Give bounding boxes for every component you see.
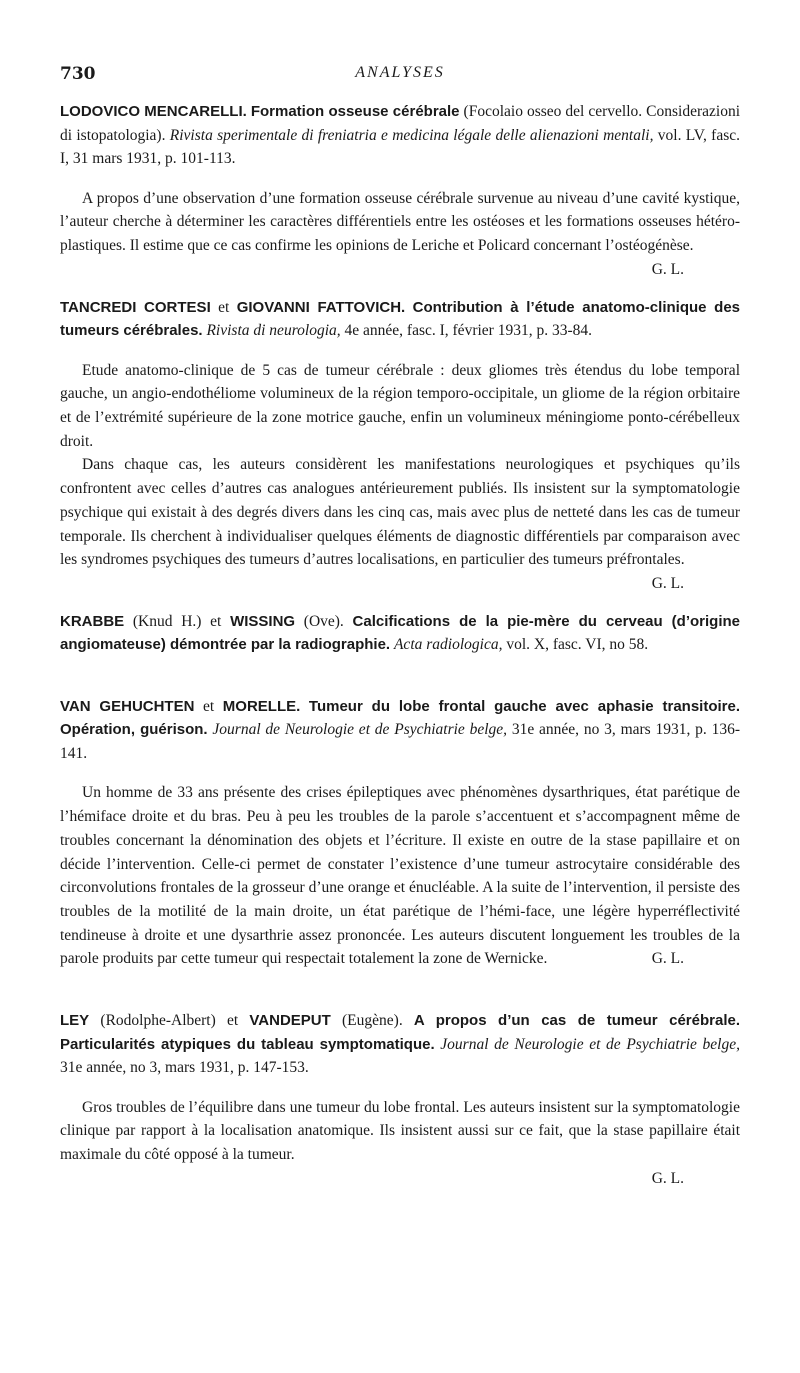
reviewer-signature: G. L.: [651, 260, 684, 278]
author-firstname: (Rodolphe-Albert): [89, 1012, 227, 1030]
paragraph-text: A propos d’une observation d’une formation osseuse cérébrale survenue au niveau d’une cavité kystique, l’auteur cherche à déterminer les caractères différentiels entre les ostéoses et les formations osseuses hétéro-plastiques. Il estime que ce cas confirme les opinions de Leriche et Policard concernant l’ostéogénèse.: [60, 189, 740, 254]
running-title: ANALYSES: [355, 64, 445, 81]
author-joiner: et: [194, 697, 223, 715]
author-joiner: et: [210, 298, 237, 316]
article-title: A propos d’un cas de tumeur cérébrale. Particularités atypiques du tableau symptomatique.: [60, 1012, 740, 1053]
authors: LEY: [60, 1012, 90, 1030]
citation-details: vol. LV, fasc. I, 31 mars 1931, p. 101-113.: [60, 126, 741, 167]
review-paragraph: Gros troubles de l’équilibre dans une tumeur du lobe frontal. Les auteurs insistent sur la symptomatologie clinique par rapport à la localisation anatomique. Ils insistent aussi sur ce fait, que la stase papillaire était maximale du côté opposé à la tumeur.: [60, 1098, 740, 1163]
review-paragraph: [60, 453, 740, 592]
citation: [60, 610, 740, 657]
journal-name: Acta radiologica,: [393, 636, 503, 654]
review-entry-ley: [60, 1009, 740, 1190]
reviewer-signature: G. L.: [651, 574, 684, 592]
citation: [60, 296, 740, 343]
page-header: [60, 64, 740, 92]
authors: LODOVICO MENCARELLI.: [60, 103, 247, 120]
citation-details: 31e année, no 3, mars 1931, p. 136-141.: [60, 721, 740, 762]
paragraph-text: Un homme de 33 ans présente des crises épileptiques avec phénomènes dysarthriques, état parétique de l’hémiface droite et du bras. Peu à peu les troubles de la parole s’accentuent et s’accompagnent même de troubles concernant la dénomination des objets et l’écriture. Il existe en outre de la stase papillaire et on décide l’intervention. Celle-ci permet de constater l’existence d’une tumeur astrocytaire considérable des circonvolutions frontales de la grosseur d’une orange et énucléable. A la suite de l’intervention, il persiste des troubles de la motilité de la main droite, un état parétique de l’hémi-face, une légère hyperréflectivité tendineuse à droite et une dysarthrie assez prononcée. Les auteurs discutent longuement les troubles de la parole produits par cette tumeur qui respectait totalement la zone de Wernicke.: [60, 784, 740, 968]
review-paragraph: [60, 187, 740, 278]
article-title: Calcifications de la pie-mère du cerveau (d’origine angiomateuse) démontrée par la radiographie.: [60, 612, 740, 654]
article-title: Tumeur du lobe frontal gauche avec aphasie transitoire. Opération, guérison.: [60, 697, 741, 739]
reviewer-signature: G. L.: [651, 950, 684, 968]
author-firstname-second: (Eugène).: [330, 1012, 414, 1030]
reviewer-signature: G. L.: [651, 1169, 684, 1187]
page: [60, 64, 740, 1190]
journal-name: Rivista di neurologia,: [206, 322, 341, 340]
authors: KRABBE: [60, 612, 125, 630]
review-paragraph: Etude anatomo-clinique de 5 cas de tumeur cérébrale : deux gliomes très étendus du lobe temporal gauche, un angio-endothéliome volumineux de la région temporo-occipitale, un gliome de la région orbitaire et de l’extrémité supérieure de la zone motrice gauche, enfin un volumineux méningiome ponto-cérébelleux droit.: [60, 361, 740, 450]
journal-name: Rivista sperimentale di freniatria e medicina légale delle alienazioni mentali,: [169, 126, 654, 144]
review-paragraph: [60, 781, 740, 971]
citation: [60, 695, 740, 766]
citation-details: 31e année, no 3, mars 1931, p. 147-153.: [60, 1059, 309, 1077]
article-title: Contribution à l’étude anatomo-clinique des tumeurs cérébrales.: [60, 298, 741, 340]
review-entry-mencarelli: [60, 100, 741, 278]
authors-second: GIOVANNI FATTOVICH.: [236, 298, 406, 316]
review-entry-van-gehuchten: [60, 695, 740, 971]
author-joiner: et: [210, 612, 231, 630]
review-entry-cortesi: [60, 296, 741, 592]
citation: [60, 100, 740, 171]
author-joiner: et: [226, 1012, 250, 1030]
citation-note: (Focolaio osseo del cervello. Considerazioni di istopatologia).: [60, 103, 741, 144]
citation-details: 4e année, fasc. I, février 1931, p. 33-84.: [340, 322, 592, 340]
authors-second: WISSING: [230, 612, 296, 630]
journal-name: Journal de Neurologie et de Psychiatrie belge,: [440, 1035, 740, 1053]
journal-name: Journal de Neurologie et de Psychiatrie belge,: [212, 721, 508, 739]
authors-second: VANDEPUT: [249, 1012, 331, 1030]
authors: VAN GEHUCHTEN: [60, 697, 195, 715]
authors: TANCREDI CORTESI: [60, 298, 211, 316]
review-entry-krabbe: [60, 610, 740, 657]
author-firstname: (Knud H.): [124, 612, 211, 630]
authors-second: MORELLE.: [222, 697, 301, 715]
page-number: 730: [60, 64, 96, 84]
author-firstname-second: (Ove).: [295, 612, 353, 630]
citation: [60, 1009, 740, 1080]
paragraph-text: Dans chaque cas, les auteurs considèrent les manifestations neurologiques et psychiques qu’ils confrontent avec celles d’autres cas analogues antérieurement publiés. Ils insistent sur la symptomatologie psychique qui existait à des degrés divers dans les cinq cas, mais avec plus de netteté dans les cas de tumeur temporale. Ils cherchent à individualiser quelques éléments de diagnostic différentiels par comparaison avec les syndromes psychiques des tumeurs d’autres localisations, en particulier des tumeurs préfrontales.: [60, 456, 740, 569]
citation-details: vol. X, fasc. VI, no 58.: [502, 636, 649, 654]
article-title: Formation osseuse cérébrale: [250, 103, 460, 120]
